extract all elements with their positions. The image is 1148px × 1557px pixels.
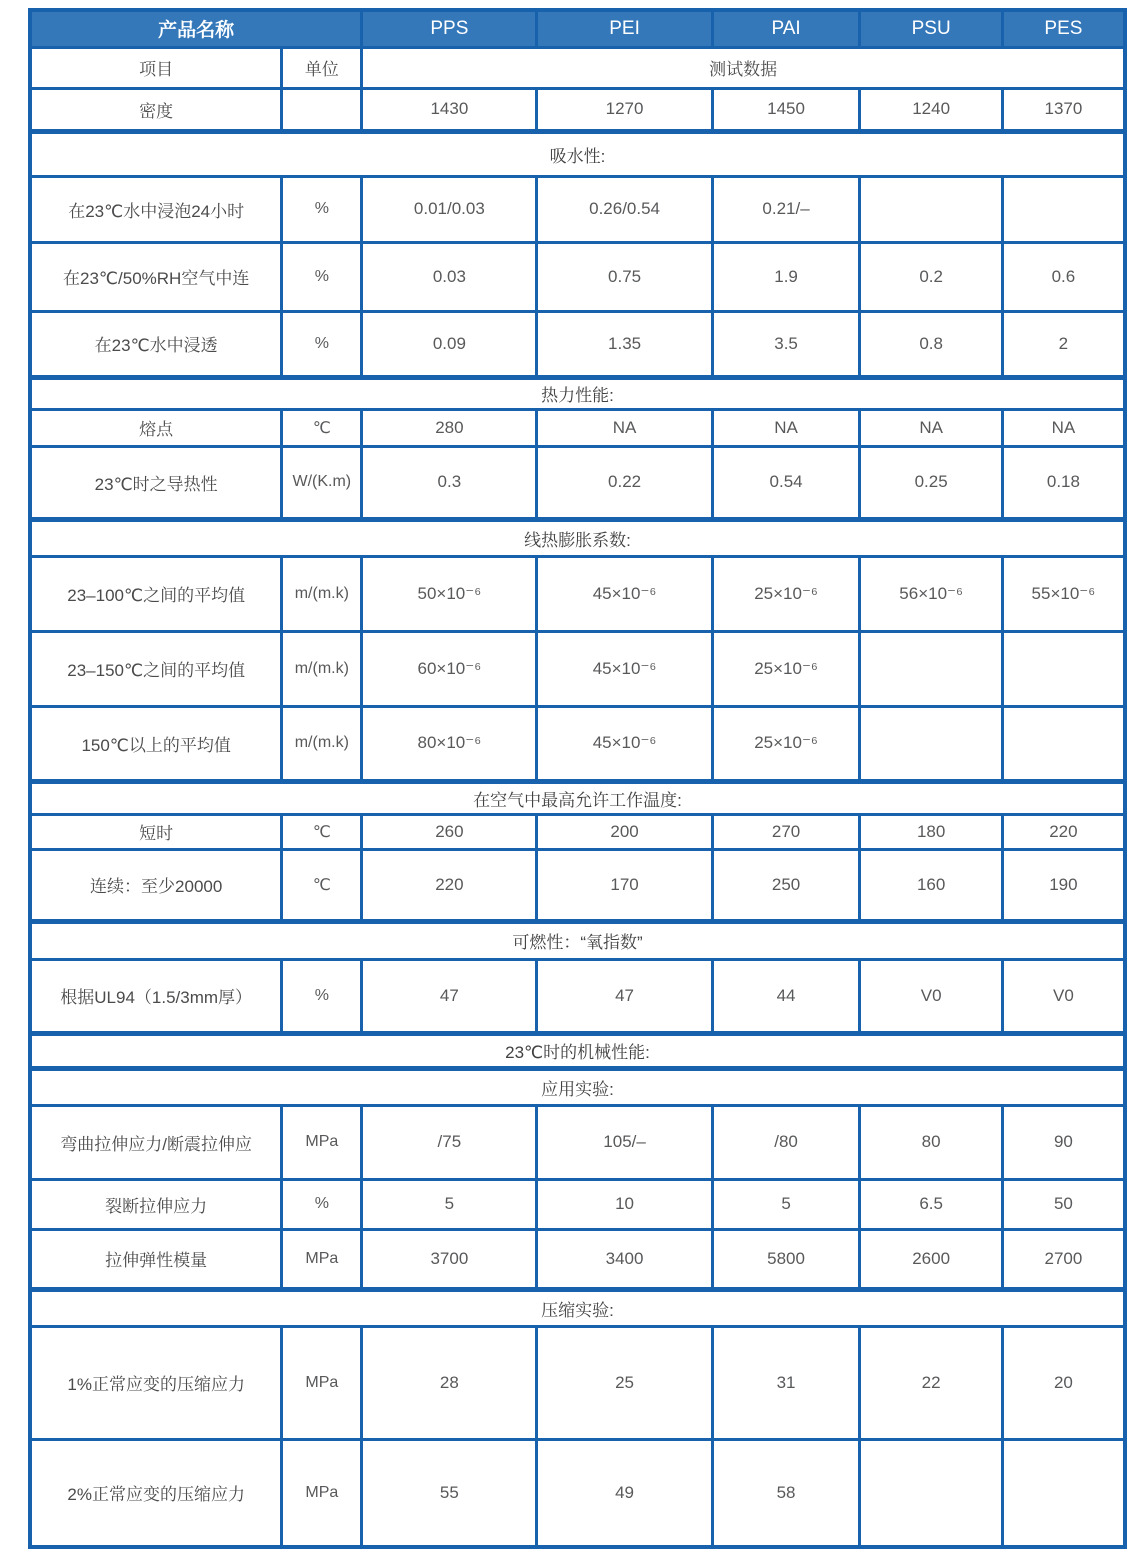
value-cell — [860, 176, 1002, 242]
row-label-cell: 裂断拉伸应力 — [30, 1179, 282, 1229]
row-label-cell: 在23℃水中浸透 — [30, 311, 282, 377]
item-header-cell: 项目 — [30, 47, 282, 88]
data-row — [30, 556, 1125, 631]
value-cell: 0.21/– — [712, 176, 860, 242]
section-row — [30, 781, 1125, 814]
test-data-header-cell: 测试数据 — [362, 47, 1125, 88]
value-cell: NA — [712, 409, 860, 446]
data-row — [30, 1105, 1125, 1179]
value-cell: 3700 — [362, 1229, 537, 1289]
value-cell: 55 — [362, 1439, 537, 1547]
row-label-cell: 在23℃/50%RH空气中连 — [30, 242, 282, 311]
value-cell: 1.35 — [537, 311, 712, 377]
value-cell: 1450 — [712, 88, 860, 131]
value-cell: 5800 — [712, 1229, 860, 1289]
value-cell: 0.3 — [362, 446, 537, 519]
section-row — [30, 377, 1125, 409]
row-label-cell: 在23℃水中浸泡24小时 — [30, 176, 282, 242]
unit-cell: W/(K.m) — [282, 446, 362, 519]
section-label: 线热膨胀系数: — [30, 519, 1125, 556]
table-body — [30, 88, 1125, 1547]
value-cell: 220 — [362, 849, 537, 921]
row-label-cell: 2%正常应变的压缩应力 — [30, 1439, 282, 1547]
value-cell: 0.6 — [1002, 242, 1125, 311]
column-header-pei: PEI — [537, 10, 712, 47]
value-cell: 25 — [537, 1326, 712, 1439]
data-row — [30, 1229, 1125, 1289]
row-label-cell: 弯曲拉伸应力/断震拉伸应 — [30, 1105, 282, 1179]
row-label-cell: 熔点 — [30, 409, 282, 446]
unit-cell: MPa — [282, 1326, 362, 1439]
value-cell: 0.03 — [362, 242, 537, 311]
value-cell: 0.18 — [1002, 446, 1125, 519]
value-cell: 2 — [1002, 311, 1125, 377]
value-cell: 1270 — [537, 88, 712, 131]
section-row — [30, 921, 1125, 959]
value-cell — [860, 1439, 1002, 1547]
value-cell: V0 — [1002, 959, 1125, 1033]
data-row — [30, 311, 1125, 377]
value-cell: NA — [860, 409, 1002, 446]
value-cell: 190 — [1002, 849, 1125, 921]
value-cell: 44 — [712, 959, 860, 1033]
value-cell: 5 — [712, 1179, 860, 1229]
data-row — [30, 1326, 1125, 1439]
value-cell: 1.9 — [712, 242, 860, 311]
value-cell: 3400 — [537, 1229, 712, 1289]
unit-header-cell: 单位 — [282, 47, 362, 88]
value-cell: 0.2 — [860, 242, 1002, 311]
value-cell: 50×10⁻⁶ — [362, 556, 537, 631]
value-cell: 58 — [712, 1439, 860, 1547]
value-cell: 180 — [860, 814, 1002, 849]
row-label-cell: 密度 — [30, 88, 282, 131]
value-cell: 270 — [712, 814, 860, 849]
value-cell: 45×10⁻⁶ — [537, 556, 712, 631]
data-row — [30, 706, 1125, 781]
value-cell: 200 — [537, 814, 712, 849]
value-cell: 20 — [1002, 1326, 1125, 1439]
value-cell: 28 — [362, 1326, 537, 1439]
section-row — [30, 1033, 1125, 1068]
value-cell: 47 — [362, 959, 537, 1033]
value-cell: 2700 — [1002, 1229, 1125, 1289]
section-label: 热力性能: — [30, 377, 1125, 409]
value-cell: 1370 — [1002, 88, 1125, 131]
value-cell: NA — [1002, 409, 1125, 446]
unit-cell: % — [282, 1179, 362, 1229]
value-cell: 56×10⁻⁶ — [860, 556, 1002, 631]
section-label: 吸水性: — [30, 131, 1125, 176]
value-cell: 105/– — [537, 1105, 712, 1179]
section-row — [30, 1289, 1125, 1326]
value-cell: 10 — [537, 1179, 712, 1229]
value-cell: 3.5 — [712, 311, 860, 377]
column-header-pps: PPS — [362, 10, 537, 47]
value-cell: 25×10⁻⁶ — [712, 556, 860, 631]
data-row — [30, 631, 1125, 706]
value-cell: 220 — [1002, 814, 1125, 849]
section-row — [30, 131, 1125, 176]
value-cell: 0.22 — [537, 446, 712, 519]
data-row — [30, 446, 1125, 519]
value-cell: 60×10⁻⁶ — [362, 631, 537, 706]
row-label-cell: 23–150℃之间的平均值 — [30, 631, 282, 706]
unit-cell: MPa — [282, 1229, 362, 1289]
value-cell — [860, 631, 1002, 706]
section-label: 应用实验: — [30, 1068, 1125, 1105]
data-row — [30, 176, 1125, 242]
value-cell: 0.8 — [860, 311, 1002, 377]
unit-cell: m/(m.k) — [282, 631, 362, 706]
value-cell: 0.01/0.03 — [362, 176, 537, 242]
row-label-cell: 根据UL94（1.5/3mm厚） — [30, 959, 282, 1033]
value-cell: 80×10⁻⁶ — [362, 706, 537, 781]
unit-cell: ℃ — [282, 409, 362, 446]
value-cell: 45×10⁻⁶ — [537, 631, 712, 706]
data-row — [30, 814, 1125, 849]
value-cell: 280 — [362, 409, 537, 446]
value-cell — [1002, 176, 1125, 242]
product-header-row — [30, 10, 1125, 47]
row-label-cell: 连续：至少20000 — [30, 849, 282, 921]
value-cell: 45×10⁻⁶ — [537, 706, 712, 781]
value-cell: 170 — [537, 849, 712, 921]
unit-cell: % — [282, 311, 362, 377]
value-cell: NA — [537, 409, 712, 446]
value-cell: V0 — [860, 959, 1002, 1033]
value-cell: 250 — [712, 849, 860, 921]
value-cell: 80 — [860, 1105, 1002, 1179]
value-cell: 260 — [362, 814, 537, 849]
value-cell: 0.54 — [712, 446, 860, 519]
value-cell: 5 — [362, 1179, 537, 1229]
data-row — [30, 1439, 1125, 1547]
value-cell: 47 — [537, 959, 712, 1033]
data-row — [30, 242, 1125, 311]
unit-cell: m/(m.k) — [282, 556, 362, 631]
value-cell: 0.75 — [537, 242, 712, 311]
value-cell: 55×10⁻⁶ — [1002, 556, 1125, 631]
section-label: 在空气中最高允许工作温度: — [30, 781, 1125, 814]
value-cell: 49 — [537, 1439, 712, 1547]
value-cell: 1240 — [860, 88, 1002, 131]
row-label-cell: 23–100℃之间的平均值 — [30, 556, 282, 631]
value-cell: 1430 — [362, 88, 537, 131]
value-cell: 50 — [1002, 1179, 1125, 1229]
section-label: 压缩实验: — [30, 1289, 1125, 1326]
row-label-cell: 23℃时之导热性 — [30, 446, 282, 519]
unit-cell — [282, 88, 362, 131]
value-cell: 25×10⁻⁶ — [712, 706, 860, 781]
unit-cell: ℃ — [282, 849, 362, 921]
data-row — [30, 959, 1125, 1033]
row-label-cell: 1%正常应变的压缩应力 — [30, 1326, 282, 1439]
column-header-pai: PAI — [712, 10, 860, 47]
material-properties-table — [28, 8, 1127, 1549]
unit-cell: % — [282, 242, 362, 311]
data-row — [30, 88, 1125, 131]
data-row — [30, 849, 1125, 921]
value-cell: 0.09 — [362, 311, 537, 377]
value-cell: 0.25 — [860, 446, 1002, 519]
value-cell: 160 — [860, 849, 1002, 921]
row-label-cell: 拉伸弹性模量 — [30, 1229, 282, 1289]
value-cell — [1002, 1439, 1125, 1547]
value-cell: 22 — [860, 1326, 1002, 1439]
unit-cell: MPa — [282, 1439, 362, 1547]
value-cell: 2600 — [860, 1229, 1002, 1289]
subheader-row — [30, 47, 1125, 88]
value-cell — [860, 706, 1002, 781]
value-cell: /80 — [712, 1105, 860, 1179]
unit-cell: ℃ — [282, 814, 362, 849]
unit-cell: MPa — [282, 1105, 362, 1179]
value-cell: 6.5 — [860, 1179, 1002, 1229]
unit-cell: m/(m.k) — [282, 706, 362, 781]
value-cell: 0.26/0.54 — [537, 176, 712, 242]
value-cell — [1002, 631, 1125, 706]
column-header-psu: PSU — [860, 10, 1002, 47]
value-cell: 31 — [712, 1326, 860, 1439]
unit-cell: % — [282, 959, 362, 1033]
value-cell: /75 — [362, 1105, 537, 1179]
data-row — [30, 1179, 1125, 1229]
section-label: 23℃时的机械性能: — [30, 1033, 1125, 1068]
value-cell: 25×10⁻⁶ — [712, 631, 860, 706]
value-cell — [1002, 706, 1125, 781]
row-label-cell: 150℃以上的平均值 — [30, 706, 282, 781]
unit-cell: % — [282, 176, 362, 242]
row-label-cell: 短时 — [30, 814, 282, 849]
section-row — [30, 519, 1125, 556]
data-row — [30, 409, 1125, 446]
value-cell: 90 — [1002, 1105, 1125, 1179]
column-header-pes: PES — [1002, 10, 1125, 47]
product-name-header: 产品名称 — [30, 10, 362, 47]
section-label: 可燃性：“氧指数” — [30, 921, 1125, 959]
section-row — [30, 1068, 1125, 1105]
